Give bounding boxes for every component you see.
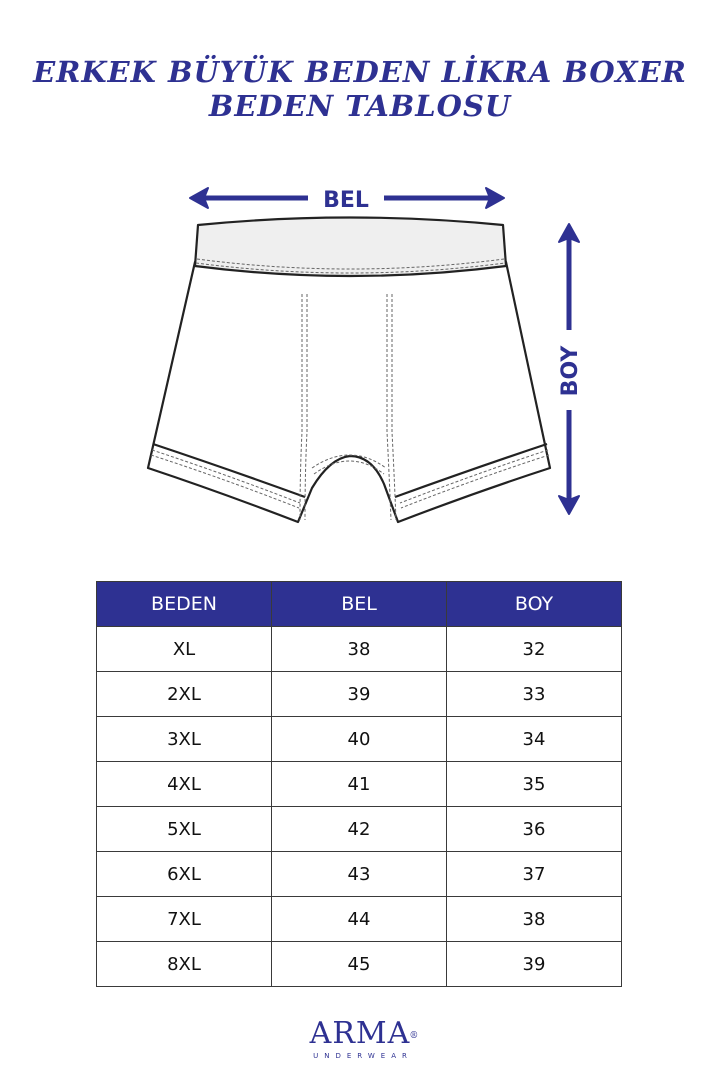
cell-height: 39 — [447, 942, 622, 987]
table-row — [97, 762, 622, 807]
cell-size: 6XL — [97, 852, 272, 897]
cell-height: 37 — [447, 852, 622, 897]
table-row — [97, 807, 622, 852]
height-label: BOY — [558, 345, 583, 397]
registered-mark: ® — [409, 1031, 420, 1041]
cell-height: 34 — [447, 717, 622, 762]
cell-size: 3XL — [97, 717, 272, 762]
cell-height: 35 — [447, 762, 622, 807]
cell-height: 36 — [447, 807, 622, 852]
page-title-line-2: BEDEN TABLOSU — [208, 89, 512, 123]
table-row — [97, 852, 622, 897]
cell-height: 33 — [447, 672, 622, 717]
cell-size: 5XL — [97, 807, 272, 852]
table-header-row — [97, 582, 622, 627]
table-row — [97, 942, 622, 987]
header-height: BOY — [447, 582, 622, 627]
brand-tagline: UNDERWEAR — [313, 1052, 413, 1060]
cell-size: 4XL — [97, 762, 272, 807]
table-row — [97, 672, 622, 717]
cell-size: 7XL — [97, 897, 272, 942]
cell-size: 2XL — [97, 672, 272, 717]
waist-label: BEL — [323, 188, 369, 213]
header-size: BEDEN — [97, 582, 272, 627]
boxer-diagram — [0, 170, 720, 530]
size-table — [96, 581, 622, 987]
table-row — [97, 717, 622, 762]
cell-waist: 39 — [272, 672, 447, 717]
cell-size: 8XL — [97, 942, 272, 987]
cell-waist: 45 — [272, 942, 447, 987]
table-row — [97, 627, 622, 672]
table-row — [97, 897, 622, 942]
cell-waist: 42 — [272, 807, 447, 852]
cell-waist: 38 — [272, 627, 447, 672]
cell-waist: 44 — [272, 897, 447, 942]
cell-height: 32 — [447, 627, 622, 672]
brand-logo — [0, 1018, 720, 1060]
boxer-outline — [148, 218, 550, 523]
cell-height: 38 — [447, 897, 622, 942]
cell-size: XL — [97, 627, 272, 672]
header-waist: BEL — [272, 582, 447, 627]
cell-waist: 43 — [272, 852, 447, 897]
page-title-line-1: ERKEK BÜYÜK BEDEN LİKRA BOXER — [33, 55, 687, 89]
cell-waist: 41 — [272, 762, 447, 807]
brand-name: ARMA — [309, 1016, 411, 1051]
cell-waist: 40 — [272, 717, 447, 762]
